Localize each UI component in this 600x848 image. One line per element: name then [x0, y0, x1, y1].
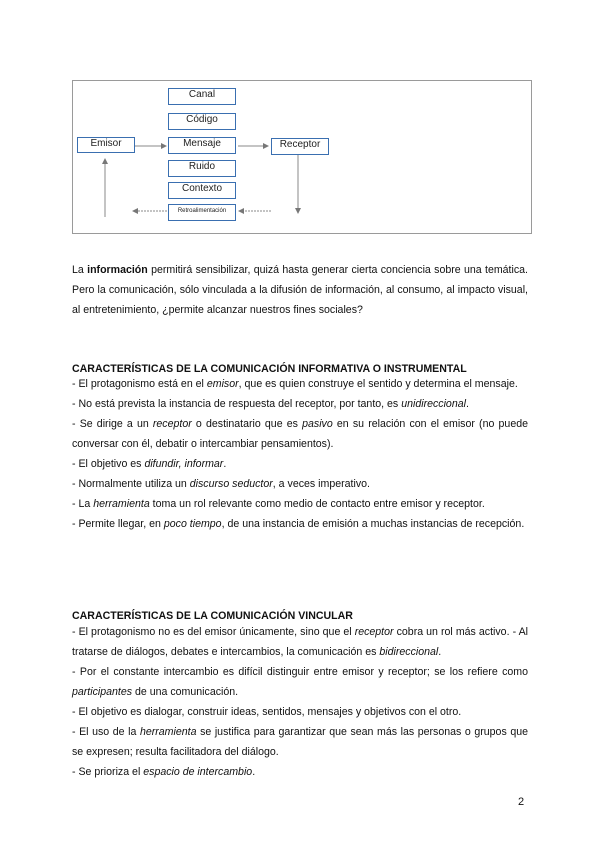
- contexto-box: Contexto: [168, 182, 236, 199]
- section1-title: CARACTERÍSTICAS DE LA COMUNICACIÓN INFORMATIVA O INSTRUMENTAL: [72, 363, 467, 375]
- list-item: [72, 762, 528, 782]
- list-item: [72, 662, 528, 702]
- section2-list: [72, 622, 528, 782]
- section1-list: [72, 374, 528, 534]
- text-run: - No está prevista la instancia de respuesta del receptor, por tanto, es: [72, 398, 402, 410]
- text-run: .: [438, 646, 442, 658]
- receptor-box: Receptor: [271, 138, 329, 155]
- italic-term: poco tiempo: [163, 518, 222, 530]
- emisor-box: Emisor: [77, 137, 135, 153]
- text-run: o destinatario que es: [191, 418, 303, 430]
- italic-term: bidireccional: [379, 646, 439, 658]
- text-run: .: [223, 458, 227, 470]
- text-run: - Normalmente utiliza un: [72, 478, 190, 490]
- list-item: [72, 514, 528, 534]
- intro-rest: permitirá sensibilizar, quizá hasta generar cierta conciencia sobre una temática. Pero la comunicación, sólo vinculada a la difusión de información, al consumo, al impacto visual, al entretenimiento, ¿permite alcanzar nuestros fines sociales?: [72, 264, 528, 316]
- page-number: 2: [518, 796, 525, 808]
- text-run: , de una instancia de emisión a muchas instancias de recepción.: [221, 518, 525, 530]
- text-run: - El objetivo es: [72, 458, 145, 470]
- text-run: - El protagonismo está en el: [72, 378, 207, 390]
- text-run: se justifica para garantizar que sean más las personas o grupos que se expresen; resulta facilitadora del diálogo.: [72, 726, 528, 758]
- text-run: en su relación con el emisor (no puede conversar con él, debatir o intercambiar pensamientos).: [72, 418, 528, 450]
- text-run: - El protagonismo no es del emisor únicamente, sino que el: [72, 626, 355, 638]
- text-run: - Se prioriza el: [72, 766, 144, 778]
- list-item: [72, 702, 528, 722]
- ruido-box: Ruido: [168, 160, 236, 177]
- text-run: - Por el constante intercambio es difícil distinguir entre emisor y receptor; se los refiere como: [72, 666, 528, 678]
- italic-term: herramienta: [139, 726, 197, 738]
- text-run: de una comunicación.: [132, 686, 239, 698]
- intro-lead: La: [72, 264, 88, 276]
- text-run: , que es quien construye el sentido y determina el mensaje.: [238, 378, 518, 390]
- communication-diagram: [72, 80, 532, 234]
- codigo-box: Código: [168, 113, 236, 130]
- text-run: - El objetivo es dialogar, construir ideas, sentidos, mensajes y objetivos con el otro.: [72, 706, 462, 718]
- list-item: [72, 722, 528, 762]
- italic-term: pasivo: [302, 418, 333, 430]
- list-item: [72, 454, 528, 474]
- italic-term: participantes: [72, 686, 133, 698]
- section2-title: CARACTERÍSTICAS DE LA COMUNICACIÓN VINCULAR: [72, 610, 353, 622]
- text-run: - La: [72, 498, 94, 510]
- canal-box: Canal: [168, 88, 236, 105]
- text-run: - Se dirige a un: [72, 418, 153, 430]
- text-run: cobra un rol más activo. - Al tratarse de diálogos, debates e intercambios, la comunicación es: [72, 626, 528, 658]
- italic-term: receptor: [354, 626, 394, 638]
- retroalimentacion-box: Retroalimentación: [168, 204, 236, 221]
- text-run: , a veces imperativo.: [272, 478, 370, 490]
- list-item: [72, 494, 528, 514]
- italic-term: discurso seductor: [189, 478, 273, 490]
- text-run: .: [252, 766, 256, 778]
- italic-term: receptor: [152, 418, 192, 430]
- text-run: - El uso de la: [72, 726, 140, 738]
- text-run: .: [465, 398, 469, 410]
- italic-term: emisor: [206, 378, 239, 390]
- text-run: - Permite llegar, en: [72, 518, 164, 530]
- list-item: [72, 394, 528, 414]
- mensaje-box: Mensaje: [168, 137, 236, 154]
- list-item: [72, 414, 528, 454]
- intro-paragraph: [72, 260, 528, 320]
- italic-term: herramienta: [93, 498, 150, 510]
- intro-bold-term: información: [87, 264, 148, 276]
- list-item: [72, 622, 528, 662]
- list-item: [72, 374, 528, 394]
- italic-term: espacio de intercambio: [143, 766, 253, 778]
- diagram-arrows: [73, 81, 531, 233]
- italic-term: difundir, informar: [144, 458, 224, 470]
- text-run: toma un rol relevante como medio de contacto entre emisor y receptor.: [149, 498, 485, 510]
- italic-term: unidireccional: [401, 398, 466, 410]
- list-item: [72, 474, 528, 494]
